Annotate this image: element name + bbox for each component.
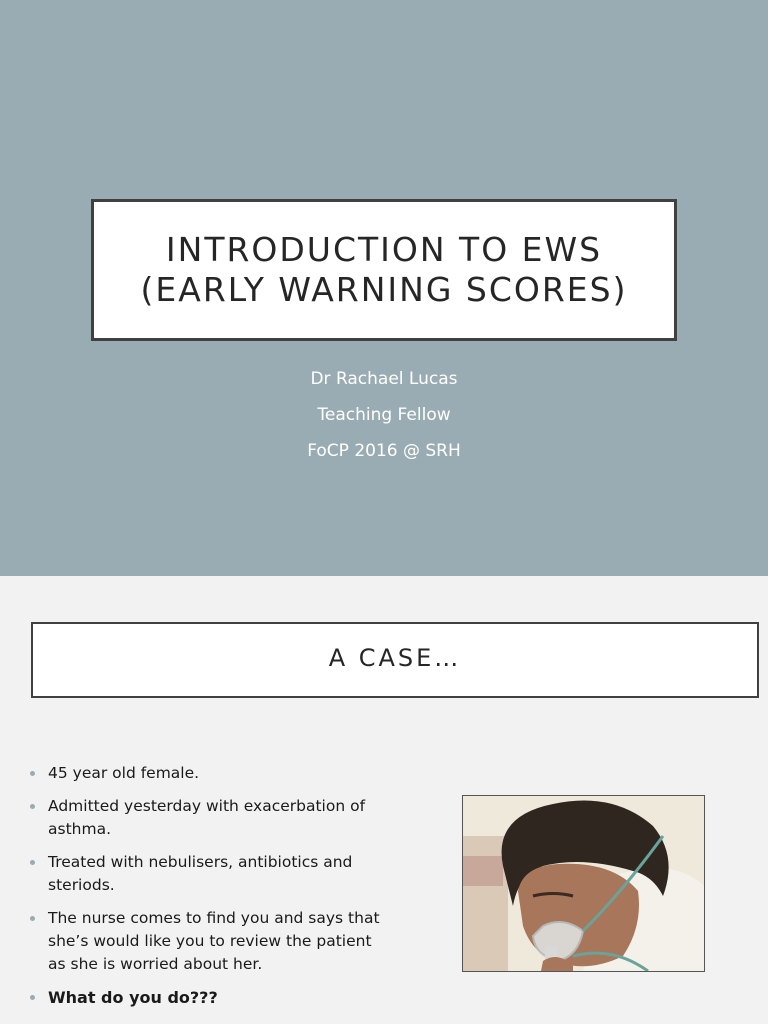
patient-photo bbox=[462, 795, 705, 972]
event-name: FoCP 2016 @ SRH bbox=[307, 441, 461, 461]
bullet-item-question bbox=[28, 986, 388, 1009]
bullet-item bbox=[28, 907, 388, 976]
case-slide bbox=[0, 576, 768, 1024]
bullet-dot-icon bbox=[30, 804, 35, 809]
title-line-1: INTRODUCTION TO EWS bbox=[165, 230, 603, 269]
bullet-text: Admitted yesterday with exacerbation of asthma. bbox=[48, 797, 366, 838]
bullet-dot-icon bbox=[30, 995, 35, 1000]
bullet-dot-icon bbox=[30, 771, 35, 776]
bullet-item bbox=[28, 762, 388, 785]
bullet-text: What do you do??? bbox=[48, 988, 218, 1007]
bullet-text: The nurse comes to find you and says that she’s would like you to review the patient as she is worried about her. bbox=[48, 909, 380, 973]
author-name: Dr Rachael Lucas bbox=[310, 369, 458, 389]
bullet-list bbox=[28, 762, 388, 1019]
case-title: A CASE… bbox=[328, 644, 462, 672]
title-box bbox=[91, 199, 677, 341]
bullet-item bbox=[28, 795, 388, 841]
bullet-dot-icon bbox=[30, 916, 35, 921]
bullet-text: 45 year old female. bbox=[48, 764, 200, 782]
bullet-item bbox=[28, 851, 388, 897]
patient-with-oxygen-mask-image bbox=[463, 796, 704, 971]
author-role: Teaching Fellow bbox=[317, 405, 451, 425]
case-title-box bbox=[31, 622, 759, 698]
bullet-dot-icon bbox=[30, 860, 35, 865]
bullet-text: Treated with nebulisers, antibiotics and steriods. bbox=[48, 853, 353, 894]
title-line-2: (EARLY WARNING SCORES) bbox=[140, 270, 628, 309]
